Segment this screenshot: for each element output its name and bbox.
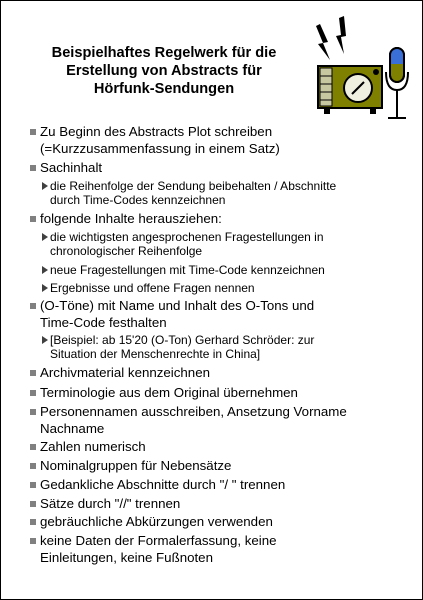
triangle-bullet-icon <box>42 336 48 344</box>
item-line: durch Time-Codes kennzeichnen <box>50 193 226 208</box>
triangle-bullet-icon <box>42 284 48 292</box>
square-bullet-icon <box>30 501 36 507</box>
item-line: die wichtigsten angesprochenen Fragestellungen in <box>50 230 324 244</box>
item-line: chronologischer Reihenfolge <box>50 244 203 259</box>
square-bullet-icon <box>30 165 36 171</box>
square-bullet-icon <box>30 303 36 309</box>
title-line-1: Beispielhaftes Regelwerk für die <box>51 45 277 61</box>
item-line: Terminologie aus dem Original übernehmen <box>40 385 298 400</box>
triangle-bullet-icon <box>42 266 48 274</box>
item-line: [Beispiel: ab 15'20 (O-Ton) Gerhard Schröder: zur <box>50 333 315 347</box>
square-bullet-icon <box>30 519 36 525</box>
item-line: Gedankliche Abschnitte durch "/ " trennen <box>40 477 286 492</box>
item-line: folgende Inhalte herausziehen: <box>40 211 222 226</box>
title-line-3: Hörfunk-Sendungen <box>93 81 235 97</box>
square-bullet-icon <box>30 482 36 488</box>
item-line: Time-Code festhalten <box>40 314 167 330</box>
item-line: keine Daten der Formalerfassung, keine <box>40 533 277 548</box>
square-bullet-icon <box>30 390 36 396</box>
item-line: Sachinhalt <box>40 160 103 175</box>
item-line: Situation der Menschenrechte in China] <box>50 347 261 362</box>
item-line: Zahlen numerisch <box>40 439 146 454</box>
square-bullet-icon <box>30 216 36 222</box>
item-line: neue Fragestellungen mit Time-Code kennzeichnen <box>50 263 325 277</box>
item-line: Nachname <box>40 420 105 436</box>
item-line: Sätze durch "//" trennen <box>40 496 181 511</box>
square-bullet-icon <box>30 409 36 415</box>
lightning-bolt-left-icon <box>316 24 330 60</box>
item-line: Einleitungen, keine Fußnoten <box>40 549 213 565</box>
item-line: Archivmaterial kennzeichnen <box>40 365 210 380</box>
slide-title <box>14 44 314 98</box>
title-line-2: Erstellung von Abstracts für <box>66 63 262 79</box>
item-line: gebräuchliche Abkürzungen verwenden <box>40 514 273 529</box>
radio-microphone-icon <box>306 14 418 126</box>
square-bullet-icon <box>30 538 36 544</box>
square-bullet-icon <box>30 444 36 450</box>
item-line: Ergebnisse und offene Fragen nennen <box>50 281 255 295</box>
item-line: (O-Töne) mit Name und Inhalt des O-Tons und <box>40 298 315 313</box>
item-line: Zu Beginn des Abstracts Plot schreiben <box>40 124 273 139</box>
lightning-bolt-right-icon <box>336 16 346 54</box>
item-line: die Reihenfolge der Sendung beibehalten / Abschnitte <box>50 179 337 193</box>
item-line: Personennamen ausschreiben, Ansetzung Vorname <box>40 404 347 419</box>
triangle-bullet-icon <box>42 233 48 241</box>
triangle-bullet-icon <box>42 182 48 190</box>
square-bullet-icon <box>30 463 36 469</box>
item-line: (=Kurzzusammenfassung in einem Satz) <box>40 140 280 156</box>
square-bullet-icon <box>30 129 36 135</box>
square-bullet-icon <box>30 370 36 376</box>
item-line: Nominalgruppen für Nebensätze <box>40 458 232 473</box>
